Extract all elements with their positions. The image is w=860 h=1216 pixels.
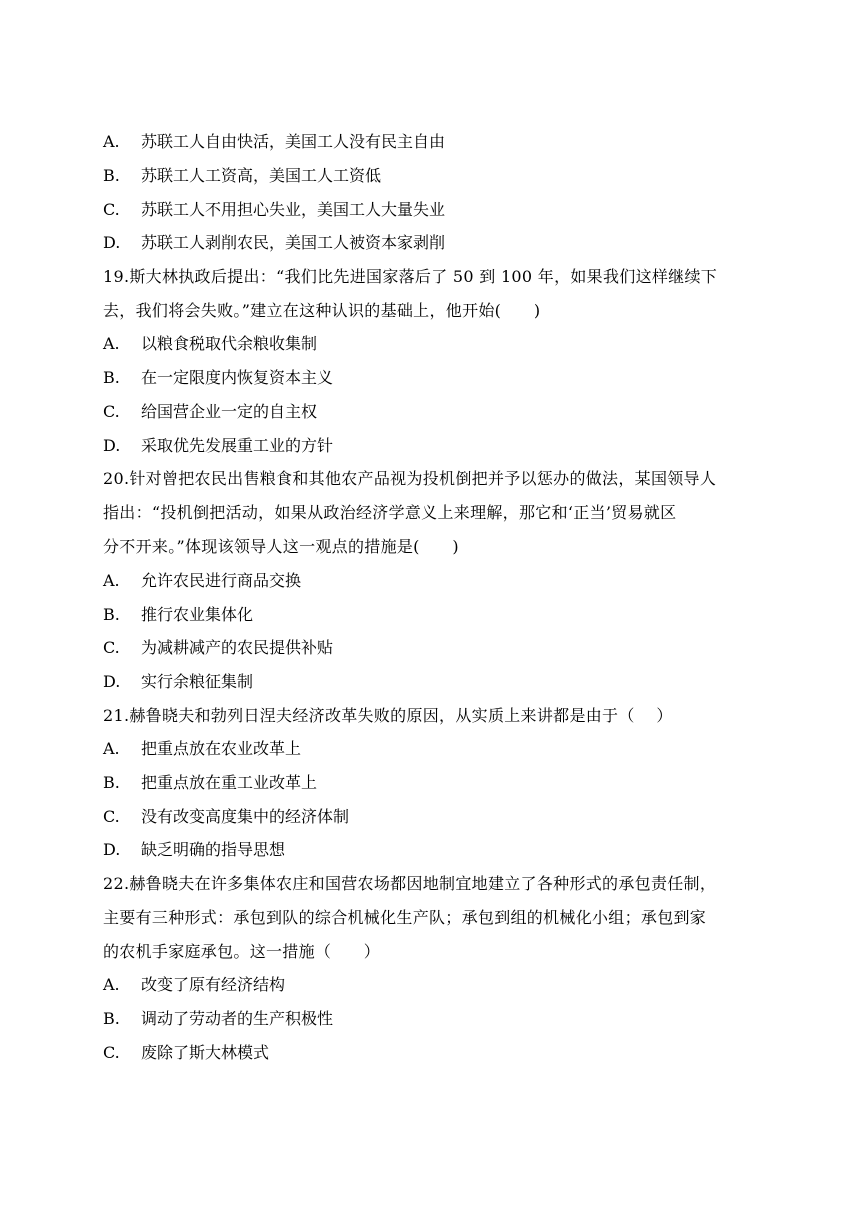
option-letter: B. <box>103 166 120 185</box>
option-letter: C. <box>103 1043 120 1062</box>
option-text: 推行农业集体化 <box>141 605 254 624</box>
option-letter: A. <box>103 975 120 994</box>
option-letter: C. <box>103 807 120 826</box>
option-letter: C. <box>103 638 120 657</box>
option-b <box>103 166 783 186</box>
option-letter: D. <box>103 233 121 252</box>
option-text: 缺乏明确的指导思想 <box>141 840 286 859</box>
question-20-stem-line-2: 指出：“投机倒把活动，如果从政治经济学意义上来理解，那它和‘正当’贸易就区 <box>103 503 677 522</box>
option-letter: C. <box>103 200 120 219</box>
option-a <box>103 132 783 152</box>
question-22-option-b <box>103 1009 783 1029</box>
question-19-option-a <box>103 334 783 354</box>
option-letter: A. <box>103 571 120 590</box>
option-text: 把重点放在重工业改革上 <box>141 773 318 792</box>
question-19-stem-line-1: 19.斯大林执政后提出：“我们比先进国家落后了 50 到 100 年，如果我们这样继续下 <box>103 267 718 286</box>
question-20-option-a <box>103 571 783 591</box>
option-text: 废除了斯大林模式 <box>141 1043 270 1062</box>
option-d <box>103 233 783 253</box>
question-22-stem-line-2: 主要有三种形式：承包到队的综合机械化生产队；承包到组的机械化小组；承包到家 <box>103 908 707 927</box>
option-c <box>103 200 783 220</box>
question-21-option-a <box>103 739 783 759</box>
option-letter: B. <box>103 605 120 624</box>
option-text: 采取优先发展重工业的方针 <box>141 436 334 455</box>
question-21-option-c <box>103 807 783 827</box>
question-22-option-c <box>103 1043 783 1063</box>
question-19-option-c <box>103 402 783 422</box>
question-19-option-d <box>103 436 783 456</box>
option-letter: B. <box>103 773 120 792</box>
option-letter: B. <box>103 1009 120 1028</box>
option-text: 苏联工人不用担心失业，美国工人大量失业 <box>141 200 446 219</box>
question-20-option-d <box>103 672 783 692</box>
option-letter: D. <box>103 436 121 455</box>
option-letter: C. <box>103 402 120 421</box>
question-20-option-b <box>103 605 783 625</box>
question-19-option-b <box>103 368 783 388</box>
question-20-option-c <box>103 638 783 658</box>
option-text: 把重点放在农业改革上 <box>141 739 302 758</box>
question-22-stem-line-3: 的农机手家庭承包。这一措施（ ） <box>103 942 381 961</box>
option-letter: A. <box>103 334 120 353</box>
option-letter: A. <box>103 739 120 758</box>
option-text: 没有改变高度集中的经济体制 <box>141 807 350 826</box>
option-text: 以粮食税取代余粮收集制 <box>141 334 318 353</box>
option-letter: D. <box>103 672 121 691</box>
question-22-option-a <box>103 975 783 995</box>
question-22-stem-line-1: 22.赫鲁晓夫在许多集体农庄和国营农场都因地制宜地建立了各种形式的承包责任制， <box>103 874 717 893</box>
question-21-stem-line-1: 21.赫鲁晓夫和勃列日涅夫经济改革失败的原因，从实质上来讲都是由于（ ） <box>103 706 673 725</box>
option-text: 苏联工人工资高，美国工人工资低 <box>141 166 382 185</box>
question-20-stem-line-3: 分不开来。”体现该领导人这一观点的措施是( ) <box>103 537 459 556</box>
option-text: 在一定限度内恢复资本主义 <box>141 368 334 387</box>
question-21-option-d <box>103 840 783 860</box>
option-text: 调动了劳动者的生产积极性 <box>141 1009 334 1028</box>
question-19-stem-line-2: 去，我们将会失败。”建立在这种认识的基础上，他开始( ) <box>103 301 541 320</box>
question-21-option-b <box>103 773 783 793</box>
option-text: 苏联工人自由快活，美国工人没有民主自由 <box>141 132 446 151</box>
option-text: 改变了原有经济结构 <box>141 975 286 994</box>
option-letter: A. <box>103 132 120 151</box>
question-20-stem-line-1: 20.针对曾把农民出售粮食和其他农产品视为投机倒把并予以惩办的做法，某国领导人 <box>103 469 717 488</box>
option-text: 为减耕减产的农民提供补贴 <box>141 638 334 657</box>
option-letter: D. <box>103 840 121 859</box>
option-text: 实行余粮征集制 <box>141 672 254 691</box>
option-text: 允许农民进行商品交换 <box>141 571 302 590</box>
option-letter: B. <box>103 368 120 387</box>
option-text: 给国营企业一定的自主权 <box>141 402 318 421</box>
option-text: 苏联工人剥削农民，美国工人被资本家剥削 <box>141 233 446 252</box>
